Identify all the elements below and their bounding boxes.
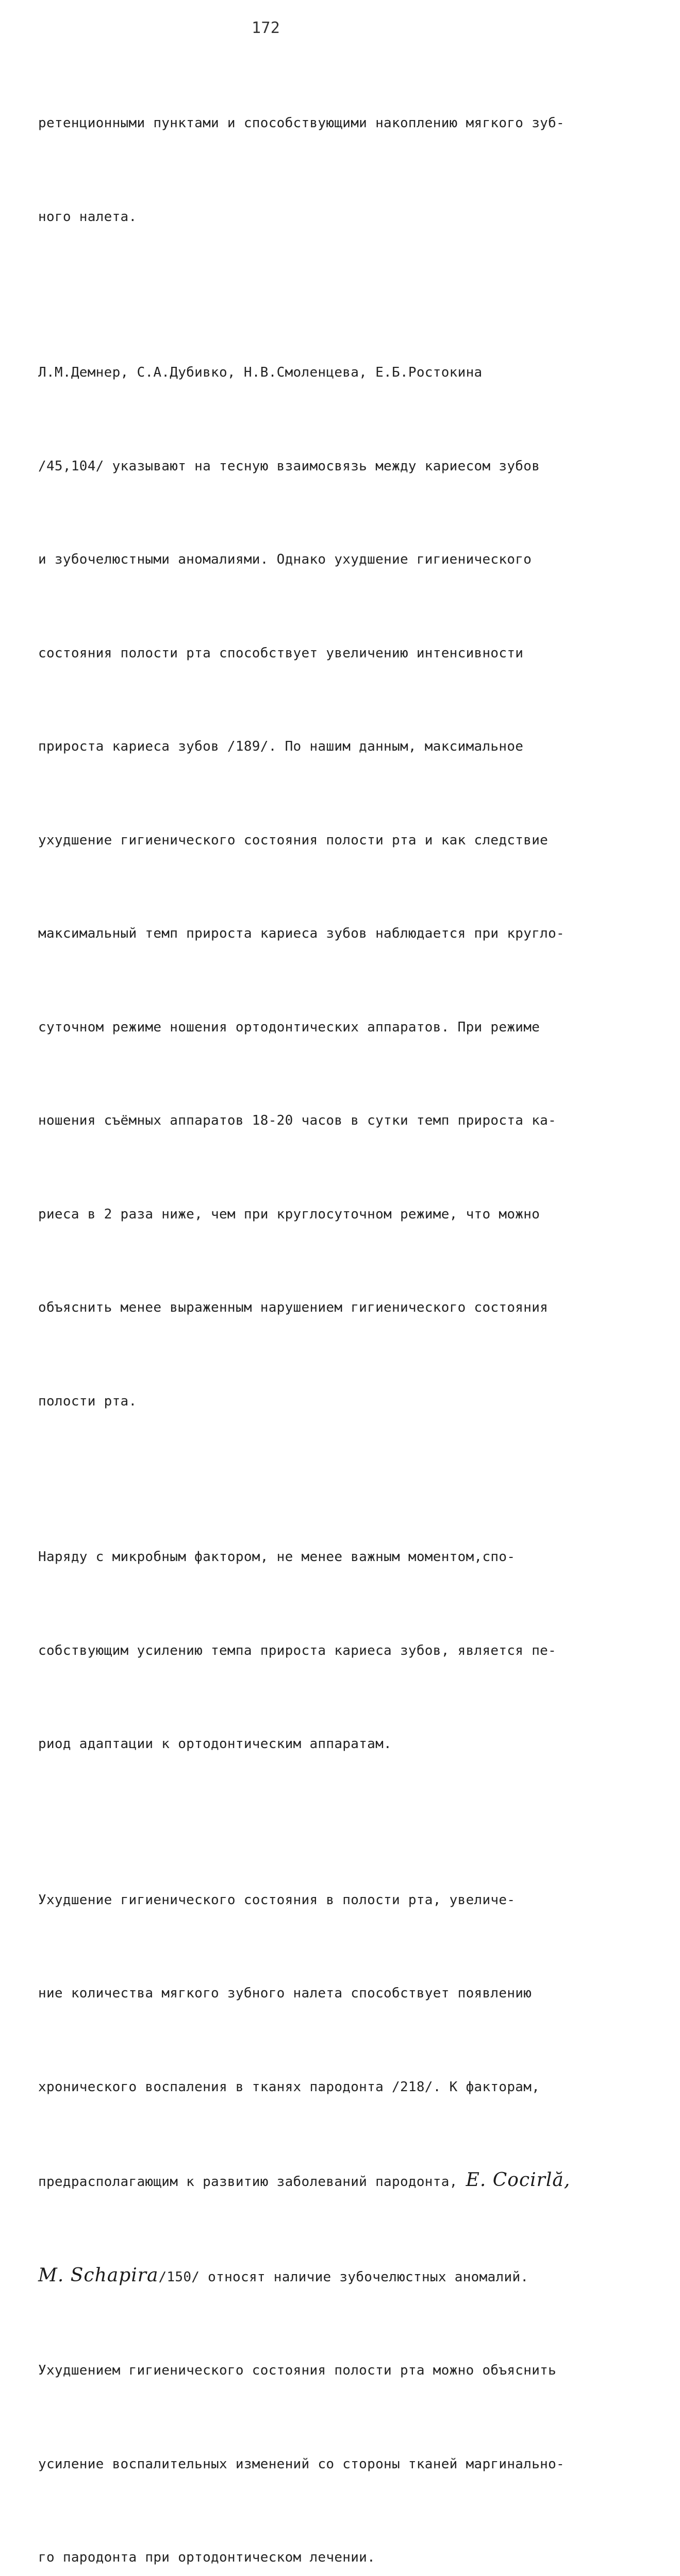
text-line: усиление воспалительных изменений со стороны тканей маргинально- — [38, 2449, 639, 2480]
handwritten-author-name: M. Schapira — [38, 2265, 158, 2286]
text-line: прироста кариеса зубов /189/. По нашим данным, максимальное — [38, 731, 639, 762]
text-line: ретенционными пунктами и способствующими накоплению мягкого зуб- — [38, 108, 639, 139]
text-line: полости рта. — [38, 1386, 639, 1417]
paragraph-4 — [38, 1822, 639, 2576]
text-line: Ухудшением гигиенического состояния полости рта можно объяснить — [38, 2355, 639, 2386]
text-line: объяснить менее выраженным нарушением гигиенического состояния — [38, 1292, 639, 1324]
text-segment: /150/ относят наличие зубочелюстных аномалий. — [158, 2269, 528, 2285]
paragraph-1 — [38, 45, 639, 295]
text-line: максимальный темп прироста кариеса зубов наблюдается при кругло- — [38, 918, 639, 950]
text-line: /45,104/ указывают на тесную взаимосвязь между кариесом зубов — [38, 451, 639, 482]
text-line: риеса в 2 раза ниже, чем при круглосуточном режиме, что можно — [38, 1199, 639, 1230]
paragraph-2 — [38, 295, 639, 1479]
document-page — [0, 0, 680, 1056]
text-line: Наряду с микробным фактором, не менее важным моментом,спо- — [38, 1541, 639, 1573]
text-line: Л.М.Демнер, С.А.Дубивко, Н.В.Смоленцева, Е.Б.Ростокина — [38, 357, 639, 388]
text-line: ние количества мягкого зубного налета способствует появлению — [38, 1978, 639, 2009]
text-line: Ухудшение гигиенического состояния в полости рта, увеличе- — [38, 1885, 639, 1916]
text-line: ношения съёмных аппаратов 18-20 часов в сутки темп прироста ка- — [38, 1105, 639, 1137]
handwritten-author-name: E. Cocirlă — [466, 2170, 564, 2191]
text-line-with-handwriting — [38, 2165, 639, 2198]
page-number: 172 — [38, 15, 639, 41]
text-line: ного налета. — [38, 201, 639, 233]
text-line: суточном режиме ношения ортодонтических аппаратов. При режиме — [38, 1012, 639, 1043]
text-line: ухудшение гигиенического состояния полости рта и как следствие — [38, 825, 639, 856]
text-line: хронического воспаления в тканях пародонта /218/. К факторам, — [38, 2072, 639, 2103]
text-line: риод адаптации к ортодонтическим аппаратам. — [38, 1728, 639, 1760]
text-line: состояния полости рта способствует увеличению интенсивности — [38, 638, 639, 669]
paragraph-3 — [38, 1479, 639, 1822]
text-line: и зубочелюстными аномалиями. Однако ухудшение гигиенического — [38, 544, 639, 575]
text-line: го пародонта при ортодонтическом лечении. — [38, 2542, 639, 2573]
text-segment: , — [564, 2170, 570, 2191]
text-line: собствующим усилению темпа прироста кариеса зубов, является пе- — [38, 1635, 639, 1667]
text-segment: предрасполагающим к развитию заболеваний пародонта, — [38, 2174, 466, 2190]
text-line-with-handwriting — [38, 2260, 639, 2293]
